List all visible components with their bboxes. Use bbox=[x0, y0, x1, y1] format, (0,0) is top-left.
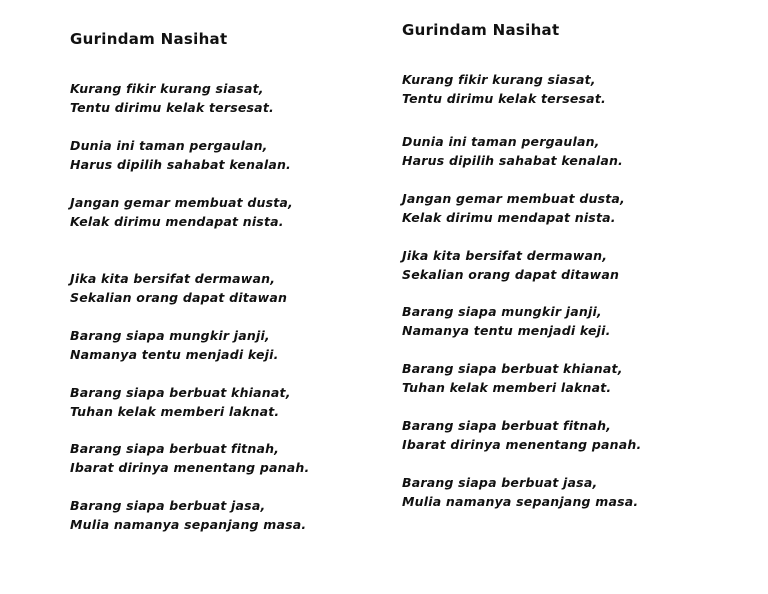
poem-line: Barang siapa berbuat khianat, bbox=[402, 361, 623, 376]
poem-line: Kelak dirimu mendapat nista. bbox=[70, 214, 284, 229]
poem-line: Barang siapa berbuat fitnah, bbox=[70, 441, 280, 456]
poem-line: Barang siapa berbuat jasa, bbox=[402, 475, 598, 490]
poem-line: Tentu dirimu kelak tersesat. bbox=[402, 91, 606, 106]
poem-line: Harus dipilih sahabat kenalan. bbox=[70, 157, 292, 172]
poem-line: Jangan gemar membuat dusta, bbox=[402, 191, 626, 206]
poem-line: Tuhan kelak memberi laknat. bbox=[70, 404, 280, 419]
poem-line: Mulia namanya sepanjang masa. bbox=[70, 517, 307, 532]
poem-line: Jika kita bersifat dermawan, bbox=[70, 271, 276, 286]
poem-line: Dunia ini taman pergaulan, bbox=[70, 138, 268, 153]
poem-line: Barang siapa mungkir janji, bbox=[402, 304, 602, 319]
poem-title: Gurindam Nasihat bbox=[70, 30, 228, 48]
poem-line: Tuhan kelak memberi laknat. bbox=[402, 380, 612, 395]
poem-line: Tentu dirimu kelak tersesat. bbox=[70, 100, 274, 115]
poem-line: Kurang fikir kurang siasat, bbox=[70, 81, 264, 96]
poem-line: Mulia namanya sepanjang masa. bbox=[402, 494, 639, 509]
poem-line: Jika kita bersifat dermawan, bbox=[402, 248, 608, 263]
poem-line: Kelak dirimu mendapat nista. bbox=[402, 210, 616, 225]
poem-line: Barang siapa mungkir janji, bbox=[70, 328, 270, 343]
poem-line: Sekalian orang dapat ditawan bbox=[402, 267, 620, 282]
poem-line: Barang siapa berbuat jasa, bbox=[70, 498, 266, 513]
poem-line: Barang siapa berbuat khianat, bbox=[70, 385, 291, 400]
poem-line: Kurang fikir kurang siasat, bbox=[402, 72, 596, 87]
poem-line: Sekalian orang dapat ditawan bbox=[70, 290, 288, 305]
poem-line: Jangan gemar membuat dusta, bbox=[70, 195, 294, 210]
poem-line: Ibarat dirinya menentang panah. bbox=[70, 460, 310, 475]
poem-line: Namanya tentu menjadi keji. bbox=[70, 347, 279, 362]
poem-line: Dunia ini taman pergaulan, bbox=[402, 134, 600, 149]
poem-title: Gurindam Nasihat bbox=[402, 21, 560, 39]
poem-line: Ibarat dirinya menentang panah. bbox=[402, 437, 642, 452]
poem-line: Namanya tentu menjadi keji. bbox=[402, 323, 611, 338]
poem-line: Harus dipilih sahabat kenalan. bbox=[402, 153, 624, 168]
poem-line: Barang siapa berbuat fitnah, bbox=[402, 418, 612, 433]
